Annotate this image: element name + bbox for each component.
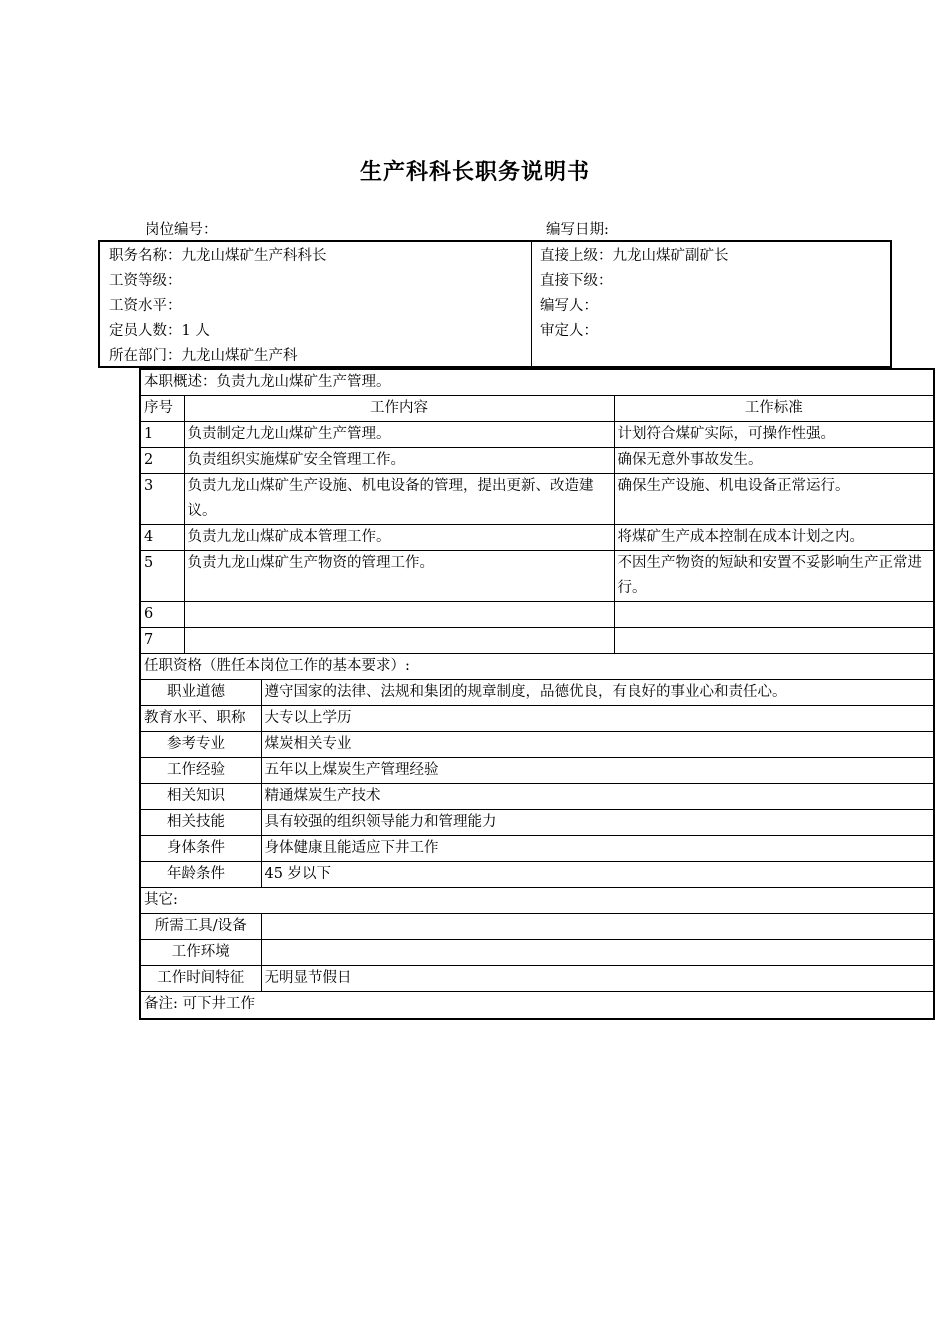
duty-row (140, 448, 934, 474)
duty-row (140, 525, 934, 551)
duty-content: 负责九龙山煤矿生产设施、机电设备的管理，提出更新、改造建议。 (184, 474, 614, 525)
duty-number: 2 (140, 448, 184, 474)
duty-number: 1 (140, 422, 184, 448)
qualification-label: 相关技能 (140, 810, 261, 836)
qualification-row (140, 758, 934, 784)
department-field: 所在部门：九龙山煤矿生产科 (109, 348, 298, 364)
duty-number: 6 (140, 602, 184, 628)
job-summary: 本职概述：负责九龙山煤矿生产管理。 (140, 369, 934, 396)
other-row (140, 966, 934, 992)
qualification-label: 年龄条件 (140, 862, 261, 888)
duty-content: 负责制定九龙山煤矿生产管理。 (184, 422, 614, 448)
job-header-box (98, 240, 892, 368)
duty-standard: 计划符合煤矿实际，可操作性强。 (614, 422, 934, 448)
other-label: 工作时间特征 (140, 966, 261, 992)
other-value (261, 914, 934, 940)
duty-row (140, 474, 934, 525)
header-divider (531, 242, 532, 366)
duty-number: 3 (140, 474, 184, 525)
qualification-label: 身体条件 (140, 836, 261, 862)
qualification-label: 相关知识 (140, 784, 261, 810)
qualifications-heading: 任职资格（胜任本岗位工作的基本要求）: (140, 654, 934, 680)
qualification-row (140, 732, 934, 758)
col-header-number: 序号 (140, 396, 184, 422)
duty-number: 5 (140, 551, 184, 602)
duty-row (140, 628, 934, 654)
duty-content (184, 602, 614, 628)
other-row (140, 914, 934, 940)
salary-grade-field: 工资等级： (109, 273, 182, 289)
headcount-field: 定员人数：1 人 (109, 323, 210, 339)
other-row (140, 940, 934, 966)
duty-standard: 确保无意外事故发生。 (614, 448, 934, 474)
duty-content: 负责九龙山煤矿生产物资的管理工作。 (184, 551, 614, 602)
duty-row (140, 602, 934, 628)
job-title-field: 职务名称：九龙山煤矿生产科科长 (109, 248, 327, 264)
salary-level-field: 工资水平： (109, 298, 182, 314)
duty-standard (614, 602, 934, 628)
duty-row (140, 551, 934, 602)
duty-standard: 不因生产物资的短缺和安置不妥影响生产正常进行。 (614, 551, 934, 602)
col-header-standard: 工作标准 (614, 396, 934, 422)
qualification-label: 工作经验 (140, 758, 261, 784)
remark: 备注: 可下井工作 (140, 992, 934, 1019)
duty-content (184, 628, 614, 654)
duty-content: 负责组织实施煤矿安全管理工作。 (184, 448, 614, 474)
qualification-value: 大专以上学历 (261, 706, 934, 732)
author-field: 编写人： (540, 298, 598, 314)
page-title: 生产科科长职务说明书 (359, 160, 590, 185)
duty-row (140, 422, 934, 448)
other-value (261, 940, 934, 966)
other-value: 无明显节假日 (261, 966, 934, 992)
duty-number: 4 (140, 525, 184, 551)
qualification-row (140, 810, 934, 836)
duty-content: 负责九龙山煤矿成本管理工作。 (184, 525, 614, 551)
reviewer-field: 审定人： (540, 323, 598, 339)
direct-subordinate-field: 直接下级： (540, 273, 613, 289)
qualification-row (140, 680, 934, 706)
duty-standard: 确保生产设施、机电设备正常运行。 (614, 474, 934, 525)
qualification-label: 参考专业 (140, 732, 261, 758)
duty-standard (614, 628, 934, 654)
qualification-value: 五年以上煤炭生产管理经验 (261, 758, 934, 784)
qualification-value: 身体健康且能适应下井工作 (261, 836, 934, 862)
qualification-value: 具有较强的组织领导能力和管理能力 (261, 810, 934, 836)
qualification-value: 遵守国家的法律、法规和集团的规章制度，品德优良，有良好的事业心和责任心。 (261, 680, 934, 706)
col-header-content: 工作内容 (184, 396, 614, 422)
qualification-row (140, 784, 934, 810)
direct-superior-field: 直接上级：九龙山煤矿副矿长 (540, 248, 729, 264)
date-label: 编写日期: (546, 222, 609, 238)
other-label: 工作环境 (140, 940, 261, 966)
other-heading: 其它: (140, 888, 934, 914)
qualification-value: 45 岁以下 (261, 862, 934, 888)
qualification-row (140, 706, 934, 732)
qualification-row (140, 836, 934, 862)
other-label: 所需工具/设备 (140, 914, 261, 940)
qualification-value: 精通煤炭生产技术 (261, 784, 934, 810)
qualification-label: 职业道德 (140, 680, 261, 706)
duty-standard: 将煤矿生产成本控制在成本计划之内。 (614, 525, 934, 551)
position-number-label: 岗位编号： (145, 222, 218, 238)
qualification-row (140, 862, 934, 888)
qualification-value: 煤炭相关专业 (261, 732, 934, 758)
job-description-table (139, 368, 935, 1020)
qualification-label: 教育水平、职称 (140, 706, 261, 732)
duty-number: 7 (140, 628, 184, 654)
